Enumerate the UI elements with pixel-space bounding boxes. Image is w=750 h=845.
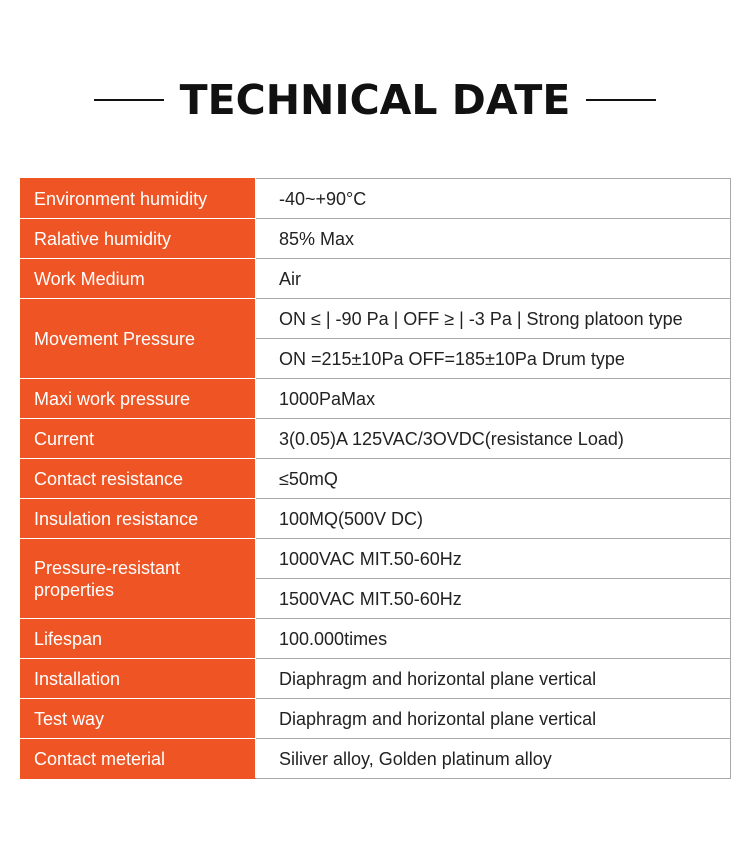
row-value: Air [256,259,731,299]
table-row [21,179,731,219]
table-row [21,459,731,499]
table-row [21,259,731,299]
row-value: ON ≤ | -90 Pa | OFF ≥ | -3 Pa | Strong platoon type [256,299,731,339]
row-value: 100MQ(500V DC) [256,499,731,539]
row-label: Insulation resistance [21,499,256,539]
row-label: Lifespan [21,619,256,659]
page-title: TECHNICAL DATE [179,76,571,124]
row-label: Maxi work pressure [21,379,256,419]
row-value: Siliver alloy, Golden platinum alloy [256,739,731,779]
row-label: Movement Pressure [21,299,256,379]
table-row [21,659,731,699]
row-value: ON =215±10Pa OFF=185±10Pa Drum type [256,339,731,379]
row-label: Work Medium [21,259,256,299]
row-label: Contact meterial [21,739,256,779]
title-right-rule [586,99,656,101]
table-row [21,739,731,779]
row-value: Diaphragm and horizontal plane vertical [256,699,731,739]
row-value: 3(0.05)A 125VAC/3OVDC(resistance Load) [256,419,731,459]
table-row [21,419,731,459]
row-label: Test way [21,699,256,739]
row-value: 1500VAC MIT.50-60Hz [256,579,731,619]
table-row [21,539,731,579]
row-value: 100.000times [256,619,731,659]
table-row [21,299,731,339]
spec-table [20,178,731,779]
row-label: Current [21,419,256,459]
row-value: 1000PaMax [256,379,731,419]
table-row [21,379,731,419]
row-value: -40~+90°C [256,179,731,219]
table-row [21,219,731,259]
row-label: Installation [21,659,256,699]
row-value: ≤50mQ [256,459,731,499]
row-label: Environment humidity [21,179,256,219]
row-value: 85% Max [256,219,731,259]
table-row [21,619,731,659]
row-label: Ralative humidity [21,219,256,259]
title-block [0,70,750,130]
row-label: Pressure-resistant properties [21,539,256,619]
table-row [21,499,731,539]
table-row [21,699,731,739]
row-value: Diaphragm and horizontal plane vertical [256,659,731,699]
row-label: Contact resistance [21,459,256,499]
row-value: 1000VAC MIT.50-60Hz [256,539,731,579]
